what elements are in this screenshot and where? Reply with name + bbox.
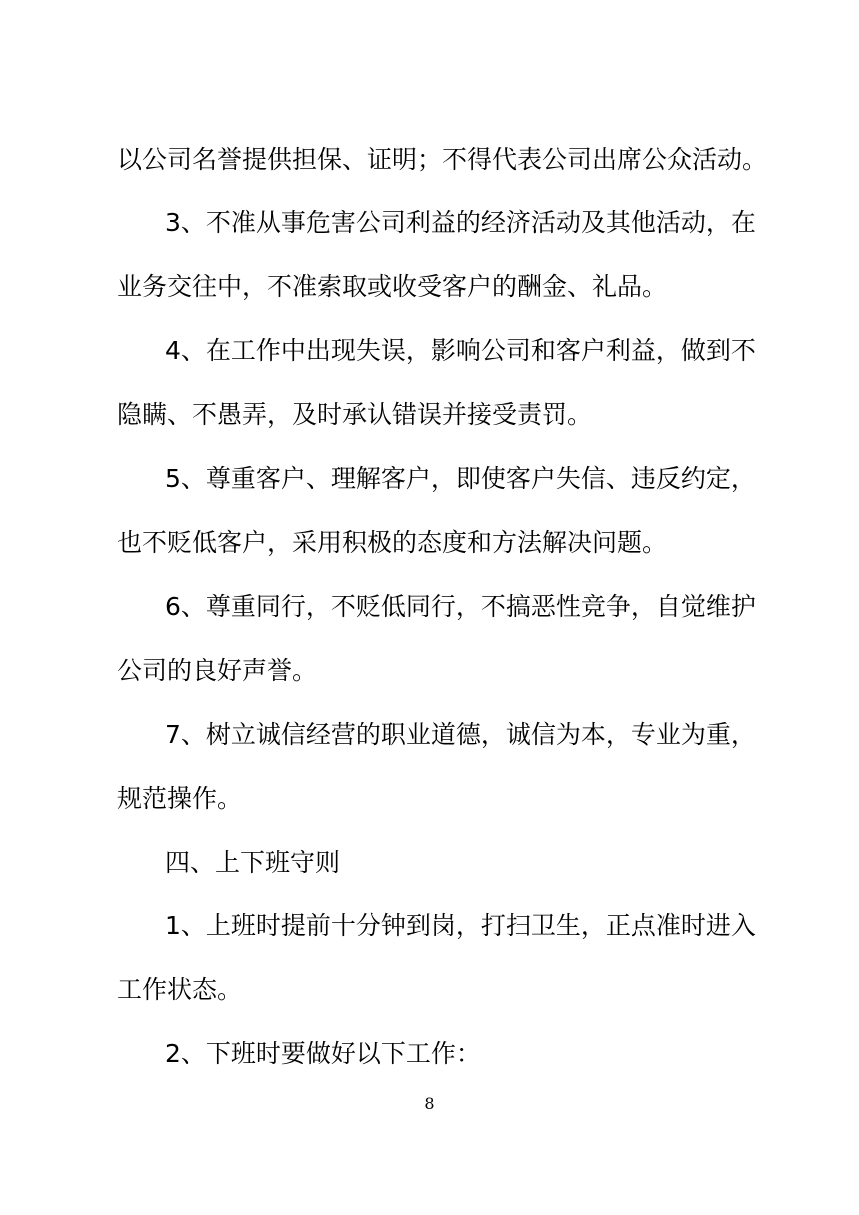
text-line-item-3: 3、不准从事危害公司利益的经济活动及其他活动，在 xyxy=(165,208,756,237)
text-line-item-3-cont: 业务交往中，不准索取或收受客户的酬金、礼品。 xyxy=(117,272,668,301)
text-line-rule-1: 1、上班时提前十分钟到岗，打扫卫生，正点准时进入 xyxy=(165,911,756,940)
section-heading: 四、上下班守则 xyxy=(165,848,341,877)
text-line-item-7-cont: 规范操作。 xyxy=(117,784,243,813)
text-line-item-4: 4、在工作中出现失误，影响公司和客户利益，做到不 xyxy=(165,336,756,365)
text-line-item-6: 6、尊重同行，不贬低同行，不搞恶性竞争，自觉维护 xyxy=(165,592,756,621)
text-line-item-5: 5、尊重客户、理解客户，即使客户失信、违反约定， xyxy=(165,464,756,493)
page-number: 8 xyxy=(424,1094,435,1113)
text-line-continuation: 以公司名誉提供担保、证明；不得代表公司出席公众活动。 xyxy=(117,145,768,174)
text-line-item-7: 7、树立诚信经营的职业道德，诚信为本，专业为重， xyxy=(165,720,756,749)
text-line-rule-2: 2、下班时要做好以下工作： xyxy=(165,1039,481,1068)
text-line-item-4-cont: 隐瞒、不愚弄，及时承认错误并接受责罚。 xyxy=(117,400,593,429)
text-line-item-6-cont: 公司的良好声誉。 xyxy=(117,656,318,685)
text-line-item-5-cont: 也不贬低客户，采用积极的态度和方法解决问题。 xyxy=(117,528,668,557)
text-line-rule-1-cont: 工作状态。 xyxy=(117,975,243,1004)
